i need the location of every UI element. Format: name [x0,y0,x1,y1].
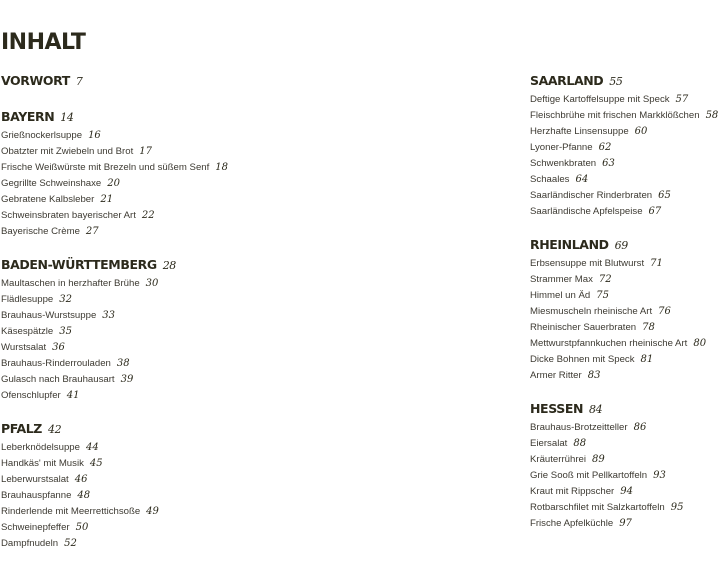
toc-entry[interactable] [1,440,341,456]
section-page-number: 7 [75,75,83,88]
toc-entry[interactable] [1,324,341,340]
section-heading-label: BADEN-WÜRTTEMBERG [1,257,157,272]
entry-label: Obatzter mit Zwiebeln und Brot [1,146,134,157]
toc-entry[interactable] [530,468,716,484]
entry-label: Eiersalat [530,438,568,449]
toc-entry[interactable] [1,276,341,292]
section-heading-label: SAARLAND [530,73,604,88]
section-spacer [530,384,716,400]
toc-entry[interactable] [530,452,716,468]
entry-label: Lyoner-Pfanne [530,142,593,153]
entry-label: Grießnockerlsuppe [1,130,83,141]
entry-label: Miesmuscheln rheinische Art [530,306,653,317]
entry-page-number: 88 [573,438,587,449]
toc-entry[interactable] [1,208,341,224]
entry-label: Rheinischer Sauerbraten [530,322,637,333]
toc-entry[interactable] [530,352,716,368]
toc-entry[interactable] [530,368,716,384]
entry-page-number: 35 [59,326,72,337]
entry-page-number: 46 [74,474,88,485]
entry-label: Gulasch nach Brauhausart [1,374,115,385]
entry-page-number: 62 [598,142,612,153]
section-heading[interactable] [1,420,341,438]
entry-page-number: 76 [658,306,671,317]
toc-section [530,72,716,220]
toc-entry[interactable] [530,288,716,304]
toc-entry[interactable] [530,188,716,204]
entry-label: Frische Apfelküchle [530,518,614,529]
toc-entry[interactable] [1,308,341,324]
toc-section [1,72,341,90]
entry-label: Deftige Kartoffelsuppe mit Speck [530,94,670,105]
entry-page-number: 97 [619,518,632,529]
toc-entry[interactable] [530,204,716,220]
entry-label: Kräuterrührei [530,454,586,465]
entry-label: Herzhafte Linsensuppe [530,126,629,137]
entry-label: Schwenkbraten [530,158,597,169]
entry-label: Saarländische Apfelspeise [530,206,643,217]
toc-section [530,236,716,384]
entry-page-number: 36 [52,342,65,353]
entry-page-number: 81 [640,354,654,365]
toc-entry[interactable] [530,256,716,272]
toc-entry[interactable] [1,488,341,504]
entry-label: Kraut mit Rippscher [530,486,615,497]
entry-page-number: 41 [66,390,80,401]
entry-label: Schweinepfeffer [1,522,70,533]
entry-label: Himmel un Äd [530,290,591,301]
toc-entry[interactable] [530,336,716,352]
entry-page-number: 71 [650,258,663,269]
entry-page-number: 48 [77,490,91,501]
toc-entry[interactable] [530,436,716,452]
entry-page-number: 27 [85,226,99,237]
entry-page-number: 32 [59,294,73,305]
entry-label: Rinderlende mit Meerrettichsoße [1,506,141,517]
entry-label: Rotbarschfilet mit Salzkartoffeln [530,502,665,513]
entry-label: Grie Sooß mit Pellkartoffeln [530,470,648,481]
section-heading-label: PFALZ [1,421,42,436]
toc-entry[interactable] [530,108,716,124]
entry-page-number: 63 [602,158,615,169]
toc-entry[interactable] [1,536,341,552]
page-title: INHALT [1,30,86,55]
entry-page-number: 16 [88,130,101,141]
entry-label: Brauhaus-Wurstsuppe [1,310,97,321]
entry-label: Schaales [530,174,570,185]
entry-label: Gebratene Kalbsleber [1,194,95,205]
entry-page-number: 78 [642,322,655,333]
toc-entry[interactable] [1,292,341,308]
entry-label: Gegrillte Schweinshaxe [1,178,102,189]
section-heading-label: HESSEN [530,401,584,416]
entry-page-number: 33 [102,310,116,321]
toc-entry[interactable] [530,320,716,336]
section-page-number: 28 [162,259,176,272]
toc-entry[interactable] [1,504,341,520]
section-heading[interactable] [530,400,716,418]
entry-page-number: 93 [653,470,666,481]
entry-label: Wurstsalat [1,342,47,353]
entry-page-number: 21 [100,194,114,205]
entry-page-number: 22 [141,210,155,221]
section-spacer [1,240,341,256]
entry-page-number: 58 [705,110,718,121]
section-spacer [1,92,341,108]
entry-label: Schweinsbraten bayerischer Art [1,210,136,221]
toc-entry[interactable] [530,484,716,500]
toc-entry[interactable] [1,472,341,488]
section-heading[interactable] [1,72,341,90]
entry-page-number: 64 [575,174,589,185]
entry-page-number: 44 [85,442,99,453]
toc-entry[interactable] [1,520,341,536]
toc-entry[interactable] [1,224,341,240]
entry-page-number: 57 [675,94,689,105]
entry-page-number: 52 [64,538,77,549]
entry-label: Dicke Bohnen mit Speck [530,354,635,365]
toc-entry[interactable] [1,456,341,472]
section-page-number: 69 [614,239,628,252]
toc-entry[interactable] [530,500,716,516]
entry-label: Dampfnudeln [1,538,59,549]
toc-section [1,256,341,404]
entry-page-number: 94 [620,486,633,497]
toc-entry[interactable] [530,172,716,188]
section-page-number: 42 [47,423,62,436]
entry-page-number: 50 [75,522,89,533]
toc-section [530,400,716,532]
section-heading-label: VORWORT [1,73,70,88]
section-page-number: 14 [60,111,74,124]
toc-entry[interactable] [1,356,341,372]
toc-entry[interactable] [1,340,341,356]
entry-page-number: 75 [596,290,609,301]
toc-entry[interactable] [530,516,716,532]
toc-entry[interactable] [1,144,341,160]
section-page-number: 84 [589,403,603,416]
section-heading-label: RHEINLAND [530,237,609,252]
toc-entry[interactable] [530,92,716,108]
section-spacer [1,404,341,420]
toc-entry[interactable] [530,272,716,288]
toc-entry[interactable] [1,388,341,404]
entry-page-number: 38 [116,358,130,369]
entry-label: Leberwurstsalat [1,474,69,485]
section-heading[interactable] [530,236,716,254]
entry-page-number: 60 [634,126,648,137]
toc-entry[interactable] [530,304,716,320]
entry-page-number: 17 [139,146,152,157]
section-heading[interactable] [530,72,716,90]
section-spacer [530,220,716,236]
entry-label: Fleischbrühe mit frischen Markklößchen [530,110,700,121]
entry-label: Brauhauspfanne [1,490,72,501]
toc-left-column [1,72,341,552]
toc-section [1,420,341,552]
entry-page-number: 86 [633,422,647,433]
entry-label: Saarländischer Rinderbraten [530,190,653,201]
entry-page-number: 49 [146,506,159,517]
entry-page-number: 20 [107,178,120,189]
entry-page-number: 18 [215,162,229,173]
entry-label: Käsespätzle [1,326,54,337]
toc-entry[interactable] [1,192,341,208]
entry-page-number: 72 [598,274,612,285]
entry-page-number: 95 [670,502,684,513]
toc-entry[interactable] [530,124,716,140]
section-page-number: 55 [609,75,623,88]
entry-page-number: 30 [145,278,159,289]
toc-right-column [530,72,716,532]
toc-entry[interactable] [1,176,341,192]
entry-label: Armer Ritter [530,370,582,381]
entry-page-number: 39 [120,374,134,385]
entry-label: Brauhaus-Rinderrouladen [1,358,111,369]
entry-label: Ofenschlupfer [1,390,61,401]
section-heading-label: BAYERN [1,109,55,124]
entry-label: Handkäs' mit Musik [1,458,84,469]
entry-page-number: 67 [648,206,662,217]
entry-label: Strammer Max [530,274,593,285]
entry-page-number: 45 [89,458,103,469]
section-heading[interactable] [1,108,341,126]
toc-entry[interactable] [1,372,341,388]
entry-label: Flädlesuppe [1,294,54,305]
entry-label: Frische Weißwürste mit Brezeln und süßem Senf [1,162,210,173]
entry-label: Maultaschen in herzhafter Brühe [1,278,140,289]
entry-label: Bayerische Crème [1,226,80,237]
toc-entry[interactable] [530,420,716,436]
section-heading[interactable] [1,256,341,274]
toc-entry[interactable] [530,156,716,172]
entry-label: Mettwurstpfannkuchen rheinische Art [530,338,688,349]
entry-page-number: 89 [592,454,605,465]
entry-page-number: 83 [587,370,601,381]
toc-entry[interactable] [530,140,716,156]
toc-entry[interactable] [1,128,341,144]
entry-page-number: 80 [693,338,707,349]
entry-label: Brauhaus-Brotzeitteller [530,422,628,433]
toc-section [1,108,341,240]
entry-page-number: 65 [658,190,671,201]
entry-label: Erbsensuppe mit Blutwurst [530,258,645,269]
entry-label: Leberknödelsuppe [1,442,80,453]
toc-entry[interactable] [1,160,341,176]
